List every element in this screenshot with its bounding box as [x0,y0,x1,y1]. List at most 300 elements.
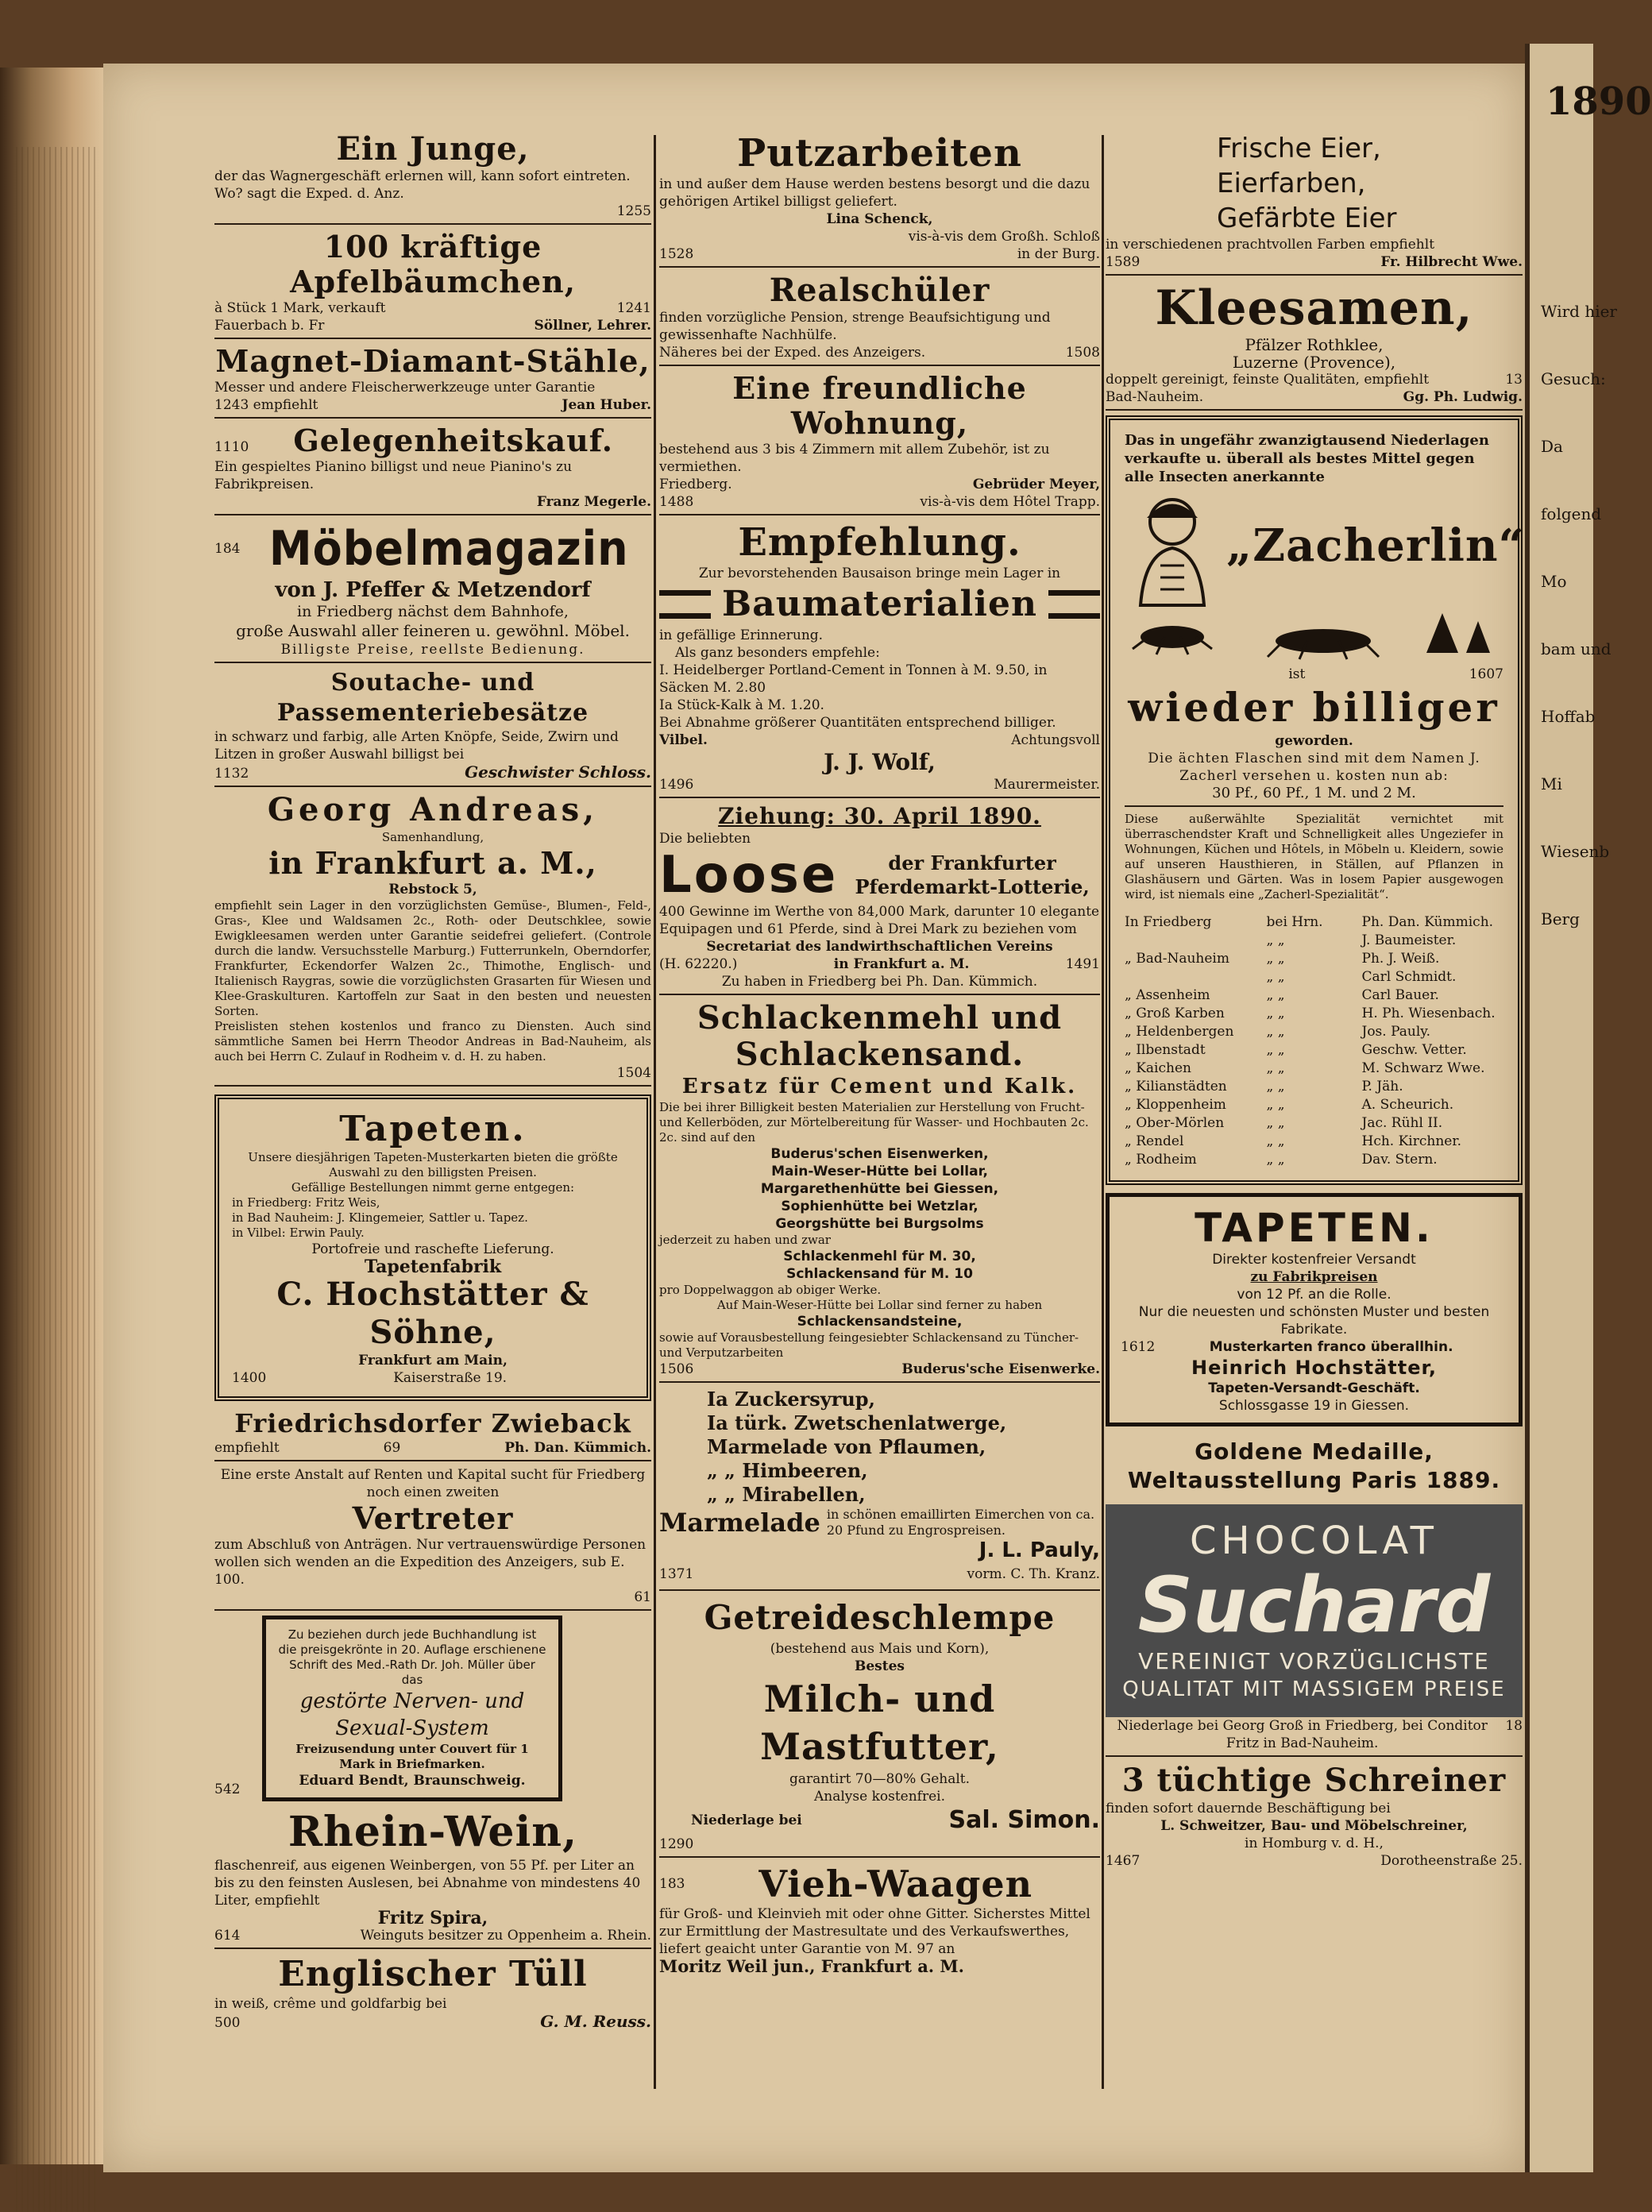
bar-right [1048,590,1100,619]
ad-line: Schlackenmehl für M. 30, [783,1249,976,1264]
ad-number: 13 [1505,372,1523,388]
dealer-name: H. Ph. Wiesenbach. [1361,1006,1496,1021]
ad-line: finden sofort dauernde Beschäftigung bei [1106,1801,1391,1816]
ad-title: Getreideschlempe [704,1598,1056,1637]
ad-firm: C. Hochstätter & Söhne, [276,1276,589,1351]
ad-line: Bestes [855,1658,905,1674]
ad-line: Maurermeister. [994,777,1100,793]
ad-title: Kleesamen, [1155,280,1473,336]
dealer-place: „ Ilbenstadt [1125,1042,1206,1058]
ad-soutache [214,668,651,787]
dealer-place: „ Heldenbergen [1125,1024,1234,1040]
ad-title: Eine freundliche Wohnung, [732,370,1027,441]
ad-line: Auf Main-Weser-Hütte bei Lollar sind ferner zu haben [716,1298,1043,1312]
divider [659,1381,1100,1383]
dealer-place: „ Rodheim [1125,1152,1197,1168]
ad-line: in verschiedenen prachtvollen Farben empfiehlt [1106,237,1435,253]
ad-signature: Ph. Dan. Kümmich. [504,1440,651,1456]
column-3 [1106,131,1523,1870]
dealer-prefix: „ „ [1266,932,1285,948]
ad-line: Niederlage bei [691,1812,802,1828]
dealer-name: Carl Schmidt. [1361,969,1457,985]
ad-line: Unsere diesjährigen Tapeten-Musterkarten bieten die größte Auswahl zu den billigsten Preisen. [248,1150,618,1179]
ad-title: Vertreter [352,1500,514,1536]
ad-junge [214,131,651,225]
ad-signature: G. M. Reuss. [540,2012,651,2031]
dealer-prefix: „ „ [1266,987,1285,1003]
ad-street: Rebstock 5, [388,882,477,898]
ad-line: Als ganz besonders empfehle: [675,645,880,661]
ad-marmelade [659,1388,1100,1591]
ad-signature: Sal. Simon. [948,1806,1100,1834]
ad-script: gestörte Nerven- und Sexual-System [299,1689,525,1740]
ad-number: 1496 [659,777,694,793]
dealer-table [1125,913,1503,1169]
ad-vertreter [214,1466,651,1611]
dealer-prefix: „ „ [1266,1060,1285,1076]
ad-place: Vilbel. [659,732,708,748]
ad-line: Eine erste Anstalt auf Renten und Kapital sucht für Friedberg noch einen zweiten [220,1467,646,1500]
ad-line: Zur bevorstehenden Bausaison bringe mein Lager in [698,566,1061,581]
ad-title-2: Baumaterialien [722,584,1037,624]
ad-text: der das Wagnergeschäft erlernen will, kann sofort eintreten. Wo? sagt die Exped. d. Anz. [214,168,631,202]
ad-frische-eier [1106,131,1523,276]
ad-street: Kaiserstraße 19. [393,1370,508,1386]
ad-text: flaschenreif, aus eigenen Weinbergen, von 55 Pf. per Liter an bis zu den feinsten Auslesen, bei Abnahme von mindestens 40 Liter, empfiehlt [214,1858,641,1909]
ad-brand: „Zacherlin“ [1226,519,1525,572]
suchard-line: VEREINIGT VORZÜGLICHSTE [1138,1648,1490,1674]
ad-text: Die bei ihrer Billigkeit besten Materialien zur Herstellung von Frucht- und Kellerböden, zur Mörtelbereitung für Wasser- und Hochbauten 2c. 2c. sind auf den [659,1100,1089,1145]
ad-signature: Lina Schenck, [826,211,933,227]
dealer-place: In Friedberg [1125,914,1212,930]
insects-icon [1125,605,1498,661]
divider [214,1085,651,1087]
bar-left [659,590,711,619]
ad-line: Die ächten Flaschen sind mit dem Namen J. Zacherl versehen u. kosten nun ab: [1148,751,1480,784]
ad-line: Sophienhütte bei Wetzlar, [781,1199,978,1214]
ad-getreideschlempe [659,1596,1100,1858]
dealer-prefix: bei Hrn. [1266,914,1323,930]
zacherlin-illustration-row [1125,486,1525,605]
ad-line: à Stück 1 Mark, verkauft [214,300,386,316]
ad-number: 1488 [659,494,694,510]
ad-signature: Söllner, Lehrer. [534,318,651,334]
fragment-line: bam und [1541,639,1611,658]
ad-title: wieder billiger [1128,684,1500,731]
ad-rhein-wein [214,1808,651,1949]
ad-line: in Frankfurt a. M. [833,956,970,972]
ad-number: 1243 [214,397,249,413]
column-1 [214,131,651,2032]
ad-text: Ein gespieltes Pianino billigst und neue Pianino's zu Fabrikpreisen. [214,459,573,492]
dealer-place: „ Bad-Nauheim [1125,951,1229,967]
ad-title: Englischer Tüll [278,1954,588,1994]
ad-line: in Friedberg: Fritz Weis, [232,1195,380,1210]
ad-line: garantirt 70—80% Gehalt. [789,1771,971,1787]
ad-line: doppelt gereinigt, feinste Qualitäten, empfiehlt [1106,372,1430,388]
divider [1125,805,1503,807]
ad-line: (H. 62220.) [659,956,738,972]
ad-line: pro Doppelwaggon ab obiger Werke. [659,1283,882,1297]
ad-line: zu Fabrikpreisen [1250,1269,1378,1285]
ad-line: in Vilbel: Erwin Pauly. [232,1226,365,1240]
ad-city: Frankfurt am Main, [358,1353,508,1369]
ad-line: Freizusendung unter Couvert für 1 Mark in Briefmarken. [295,1742,529,1771]
ad-signature: Heinrich Hochstätter, [1191,1357,1437,1379]
ad-number: 1255 [616,203,651,219]
ad-text: bestehend aus 3 bis 4 Zimmern mit allem Zubehör, ist zu vermiethen. [659,442,1050,475]
divider [214,338,651,339]
ad-putzarbeiten [659,131,1100,268]
ad-schlackenmehl [659,1000,1100,1383]
dealer-prefix: „ „ [1266,1097,1285,1113]
ad-title-2: Milch- und Mastfutter, [760,1677,999,1768]
ad-realschueler [659,272,1100,366]
dealer-place: „ Ober-Mörlen [1125,1115,1225,1131]
ad-subtitle: Ersatz für Cement und Kalk. [681,1075,1078,1098]
ad-line: in Bad Nauheim: J. Klingemeier, Sattler u. Tapez. [232,1210,528,1225]
ad-line: Goldene Medaille, [1195,1438,1434,1465]
divider [214,662,651,663]
ad-nerven-system [214,1616,651,1801]
ad-line: Schlackensand für M. 10 [786,1266,973,1282]
ad-schreiner [1106,1762,1523,1870]
ad-line: in Friedberg nächst dem Bahnhofe, [297,603,569,620]
book-ad-box [262,1616,562,1801]
ad-line: Ia Stück-Kalk à M. 1.20. [659,697,824,713]
ad-line: I. Heidelberger Portland-Cement in Tonnen à M. 9.50, in Säcken M. 2.80 [659,662,1048,696]
ad-date: Ziehung: 30. April 1890. [718,803,1041,829]
dealer-name: P. Jäh. [1361,1079,1403,1094]
ad-text: Diese außerwählte Spezialität vernichtet mit überraschendster Kraft und Schnelligkeit alles Ungeziefer in Wohnungen, Küchen und Hôtels, in Möbeln u. Kleidern, sowie auf unseren Hausthieren, in Ställen, auf Pflanzen in Glashäusern und Gärten. Was in losem Papier ausgewogen wird, ist niemals eine „Zacherl-Spezialität“. [1125,812,1503,901]
ad-line: Messer und andere Fleischerwerkzeuge unter Garantie [214,380,596,396]
ad-line: Ia Zuckersyrup, [707,1388,875,1411]
ad-number: 1589 [1106,254,1141,270]
ad-number: 1467 [1106,1853,1141,1869]
ad-line: große Auswahl aller feineren u. gewöhnl. Möbel. [236,621,630,640]
dealer-prefix: „ „ [1266,1024,1285,1040]
dealer-name: Ph. J. Weiß. [1361,951,1440,967]
page-edges [16,147,95,2212]
ad-line: Direkter kostenfreier Versandt [1212,1252,1416,1268]
dealer-name: Carl Bauer. [1361,987,1439,1003]
ad-number: 1241 [616,300,651,316]
ad-title: Realschüler [769,272,990,309]
ad-line: in der Burg. [1017,246,1100,262]
divider [659,365,1100,366]
ad-text: zum Abschluß von Anträgen. Nur vertrauenswürdige Personen wollen sich wenden an die Expedition des Anzeigers, sub E. 100. [214,1537,647,1588]
ad-number: 1504 [616,1065,651,1081]
ad-line: Weinguts besitzer zu Oppenheim a. Rhein. [360,1928,651,1944]
ad-georg-andreas [214,792,651,1087]
ad-tapeten-hochstaetter [214,1094,651,1401]
ad-number: 69 [383,1440,401,1456]
divider [659,994,1100,995]
ad-tapeten-giessen [1106,1193,1523,1426]
ad-line: Bei Abnahme größerer Quantitäten entsprechend billiger. [659,715,1056,731]
fragment-line: Mo [1541,572,1567,591]
suchard-line: QUALITAT MIT MASSIGEM PREISE [1122,1677,1506,1701]
ad-signature: J. J. Wolf, [824,749,936,775]
ad-signature: Gg. Ph. Ludwig. [1403,389,1523,405]
ad-number: 1508 [1065,345,1100,361]
ad-line: Georgshütte bei Burgsolms [775,1216,984,1232]
book-binding [0,68,103,2164]
fragment-line: Berg [1541,909,1580,928]
ad-line: Gefärbte Eier [1217,203,1397,234]
fragment-line: Mi [1541,774,1562,793]
ad-line: in schönen emaillirten Eimerchen von ca. 20 Pfund zu Engrospreisen. [826,1507,1095,1538]
divider [214,1460,651,1461]
ad-number: 1607 [1469,666,1503,682]
ad-line: geworden. [1275,733,1353,749]
fragment-line: Hoffab [1541,707,1596,726]
ad-signature: Jean Huber. [562,397,651,413]
column-rule [654,135,656,2089]
dealer-name: M. Schwarz Wwe. [1361,1060,1485,1076]
ad-title: Tapeten. [339,1109,527,1149]
ad-line: „ „ Himbeeren, [707,1459,868,1482]
ad-number: 1528 [659,246,694,262]
ad-line: Das in ungefähr zwanzigtausend Niederlagen verkaufte u. überall als bestes Mittel gegen alle Insecten anerkannte [1125,432,1489,485]
fragment-line: Da [1541,437,1563,456]
dealer-prefix: „ „ [1266,969,1285,985]
divider [1106,274,1523,276]
ad-line: Buderus'schen Eisenwerken, [770,1146,989,1162]
ad-number: 184 [214,541,241,557]
ad-line: empfiehlt [214,1440,280,1456]
ad-line: in gefällige Erinnerung. [659,627,824,643]
ad-suchard [1106,1504,1523,1757]
ad-line: 30 Pf., 60 Pf., 1 M. und 2 M. [1212,785,1416,801]
ad-magnet-staehle [214,344,651,419]
ad-number: 1612 [1121,1339,1156,1355]
ad-line: Marmelade von Pflaumen, [707,1435,986,1458]
ad-title: Ein Junge, [336,130,530,168]
ad-line: vis-à-vis dem Hôtel Trapp. [920,494,1100,510]
ad-zacherlin [1106,415,1523,1185]
ad-signature: Franz Megerle. [536,494,651,510]
column-2 [659,131,1100,1975]
dealer-place: „ Kilianstädten [1125,1079,1227,1094]
ad-line: Achtungsvoll [1011,732,1100,748]
ad-line: Friedberg. [659,477,732,492]
column-rule [1102,135,1104,2089]
ad-line: Samenhandlung, [381,830,484,844]
divider [659,797,1100,798]
ad-line: Pfälzer Rothklee, [1245,335,1384,354]
ad-line: empfiehlt [253,397,318,413]
divider [214,1609,651,1611]
ad-line: Ia türk. Zwetschenlatwerge, [707,1411,1007,1434]
divider [659,1589,1100,1591]
divider [214,786,651,787]
ad-text: für Groß- und Kleinvieh mit oder ohne Gitter. Sicherstes Mittel zur Ermittlung der Mastresultate und des Verkaufswerthes, liefert geaicht unter Garantie von M. 97 an [659,1906,1090,1957]
dealer-name: Jos. Pauly. [1361,1024,1431,1040]
ad-text: in schwarz und farbig, alle Arten Knöpfe, Seide, Zwirn und Litzen in großer Auswahl billigst bei [214,729,619,762]
ad-text: in und außer dem Hause werden bestens besorgt und die dazu gehörigen Artikel billigst geliefert. [659,176,1090,210]
ad-line: Die beliebten [659,831,751,847]
ad-number: 1132 [214,766,249,782]
dealer-name: Ph. Dan. Kümmich. [1361,914,1494,930]
fragment-line: Wiesenb [1541,842,1610,861]
man-with-bellows-icon [1125,486,1220,605]
ad-title: Georg Andreas, [267,791,599,828]
ad-line: von J. Pfeffer & Metzendorf [275,578,591,602]
ad-tuell [214,1954,651,2032]
ad-line: Nur die neuesten und schönsten Muster und besten Fabrikate. [1138,1304,1490,1338]
dealer-prefix: „ „ [1266,1042,1285,1058]
dealer-prefix: „ „ [1266,1006,1285,1021]
ad-line: Secretariat des landwirthschaftlichen Vereins [706,939,1053,955]
dealer-prefix: „ „ [1266,1133,1285,1149]
ad-line: in weiß, crême und goldfarbig bei [214,1996,447,2012]
ad-text: empfiehlt sein Lager in den vorzüglichsten Gemüse-, Blumen-, Feld-, Gras-, Klee und Waldsamen 2c., Roth- oder Deutschklee, sowie Ewigkleesamen werden unter Garantie seidefrei geliefert. (Controle durch die landw. Versuchsstelle Marburg.) Futterrunkeln, Oberndorfer, Frankfurter, Eckendorfer Walzen 2c., Thimothe, Englisch- und Italienisch Raygras, sowie die vorzüglichsten Grasarten für Wiesen und Klee-Graskulturen. Kartoffeln zur Saat in den besten und neuesten Sorten. [214,898,651,1018]
ad-line: Musterkarten franco überallhin. [1209,1339,1453,1355]
ad-city: in Frankfurt a. M., [268,845,597,881]
ad-title: Empfehlung. [738,520,1021,565]
ad-line: Analyse kostenfrei. [813,1789,945,1805]
ad-title: TAPETEN. [1195,1205,1434,1251]
suchard-line: CHOCOLAT [1190,1519,1438,1563]
ad-line: Näheres bei der Exped. des Anzeigers. [659,345,926,361]
ad-baumaterialien [659,520,1100,798]
ad-number: 61 [634,1589,651,1605]
dealer-place: „ Groß Karben [1125,1006,1225,1021]
ad-line: Zu beziehen durch jede Buchhandlung ist die preisgekrönte in 20. Auflage erschienene Schrift des Med.-Rath Dr. Joh. Müller über das [278,1627,546,1687]
divider [214,514,651,515]
divider [1106,409,1523,411]
dealer-place: „ Kaichen [1125,1060,1191,1076]
ad-line: ist [1288,666,1306,682]
ad-signature: Fritz Spira, [377,1908,488,1928]
ad-number: 18 [1505,1718,1523,1734]
ad-signature: Moritz Weil jun., Frankfurt a. M. [659,1956,964,1976]
ad-wohnung [659,371,1100,515]
ad-line: Frische Eier, [1217,133,1381,164]
divider [214,417,651,419]
ad-line: in Homburg v. d. H., [1245,1836,1384,1851]
ad-text: 400 Gewinne im Werthe von 84,000 Mark, darunter 10 elegante Equipagen und 61 Pferde, sind à Drei Mark zu beziehen vom [659,904,1100,937]
ad-zwieback [214,1407,651,1461]
dealer-name: Hch. Kirchner. [1361,1133,1462,1149]
dealer-name: J. Baumeister. [1361,932,1457,948]
ad-gelegenheitskauf [214,423,651,515]
ad-line: jederzeit zu haben und zwar [659,1233,831,1247]
ad-title: Magnet-Diamant-Stähle, [215,343,650,379]
divider [1106,1755,1523,1757]
ad-line: von 12 Pf. an die Rolle. [1237,1287,1391,1303]
ad-kleesamen [1106,280,1523,411]
ad-title: 100 kräftige Apfelbäumchen, [290,229,576,299]
divider [214,223,651,225]
ad-signature: Geschwister Schloss. [465,762,651,782]
ad-title: Soutache- und Passementeriebesätze [276,669,589,727]
ad-signature: L. Schweitzer, Bau- und Möbelschreiner, [1160,1818,1468,1834]
ad-signature: Buderus'sche Eisenwerke. [901,1361,1100,1377]
ad-title: Gelegenheitskauf. [293,423,613,458]
ad-line: Schlossgasse 19 in Giessen. [1218,1398,1410,1414]
ad-line: Schlackensandsteine, [797,1314,963,1330]
ad-line: Tapetenfabrik [364,1257,502,1277]
suchard-brand: Suchard [1137,1561,1491,1650]
ad-text: finden vorzügliche Pension, strenge Beaufsichtigung und gewissenhafte Nachhülfe. [659,310,1051,343]
ad-number: 1400 [232,1370,267,1386]
ad-line: Bad-Nauheim. [1106,389,1204,405]
dealer-prefix: „ „ [1266,1115,1285,1131]
fragment-line: Wird hier [1541,302,1617,321]
ad-signature: Gebrüder Meyer, [972,477,1100,492]
ad-title: Putzarbeiten [737,131,1022,176]
ad-line: Luzerne (Provence), [1232,353,1396,372]
ad-line: Main-Weser-Hütte bei Lollar, [771,1164,988,1179]
dealer-name: A. Scheurich. [1361,1097,1454,1113]
ad-line: Portofreie und raschefte Lieferung. [311,1241,554,1257]
ad-signature: Eduard Bendt, Braunschweig. [299,1773,526,1789]
ad-line: Niederlage bei Georg Groß in Friedberg, bei Conditor Fritz in Bad-Nauheim. [1117,1718,1488,1751]
ad-number: 614 [214,1928,241,1944]
dealer-place [1125,932,1267,950]
ad-number: 542 [214,1782,241,1797]
divider [659,514,1100,515]
ad-line: Fauerbach b. Fr [214,318,325,334]
dealer-place: „ Assenheim [1125,987,1210,1003]
ad-line: Eierfarben, [1217,168,1366,199]
divider [659,1856,1100,1858]
ad-vieh-waagen [659,1863,1100,1975]
dealer-name: Dav. Stern. [1361,1152,1438,1168]
dealer-prefix: „ „ [1266,1079,1285,1094]
dealer-prefix: „ „ [1266,951,1285,967]
ad-title: 3 tüchtige Schreiner [1121,1762,1507,1799]
dealer-name: Jac. Rühl II. [1361,1115,1443,1131]
ad-title: Schlackenmehl und Schlackensand. [697,999,1063,1073]
ad-number: 1506 [659,1361,694,1377]
ad-text: Preislisten stehen kostenlos und franco zu Diensten. Auch sind sämmtliche Samen bei Herrn Theodor Andreas in Bad-Nauheim, als auch bei Herrn C. Zulauf in Rodheim v. d. H. zu haben. [214,1019,651,1064]
suchard-panel [1106,1504,1523,1717]
ad-number: 500 [214,2015,241,2031]
ad-number: 1371 [659,1566,694,1582]
ad-line: Margarethenhütte bei Giessen, [760,1181,999,1197]
ad-number: 1110 [214,439,249,455]
ad-title: Möbelmagazin [268,521,629,577]
ad-line: vorm. C. Th. Kranz. [967,1566,1100,1582]
fragment-line: Gesuch: [1541,369,1606,388]
dealer-prefix: „ „ [1266,1152,1285,1168]
ad-line: Dorotheenstraße 25. [1380,1853,1523,1869]
fragment-line: folgend [1541,504,1602,523]
divider [214,1948,651,1949]
right-page-year: 1890 [1546,79,1652,124]
ad-moebelmagazin [214,520,651,663]
ad-title: Vieh-Waagen [758,1863,1033,1905]
ad-title: Loose [659,846,839,905]
ad-signature: J. L. Pauly, [978,1538,1100,1562]
ad-line: „ „ Mirabellen, [707,1483,866,1506]
ad-line: Billigste Preise, reellste Bedienung. [280,642,585,658]
ad-line: Tapeten-Versandt-Geschäft. [1208,1380,1420,1396]
ad-loose-lotterie [659,803,1100,995]
dealer-place: „ Rendel [1125,1133,1184,1149]
ad-goldene-medaille [1106,1438,1523,1495]
ad-line: vis-à-vis dem Großh. Schloß [908,229,1100,245]
ad-title: Marmelade [659,1507,820,1538]
ad-line: sowie auf Vorausbestellung feingesiebter Schlackensand zu Tüncher- und Verputzarbeiten [659,1330,1079,1360]
dealer-name: Geschw. Vetter. [1361,1042,1467,1058]
ad-number: 183 [659,1876,685,1892]
ad-title: Rhein-Wein, [288,1808,578,1856]
right-page-fragments [1541,302,1617,977]
